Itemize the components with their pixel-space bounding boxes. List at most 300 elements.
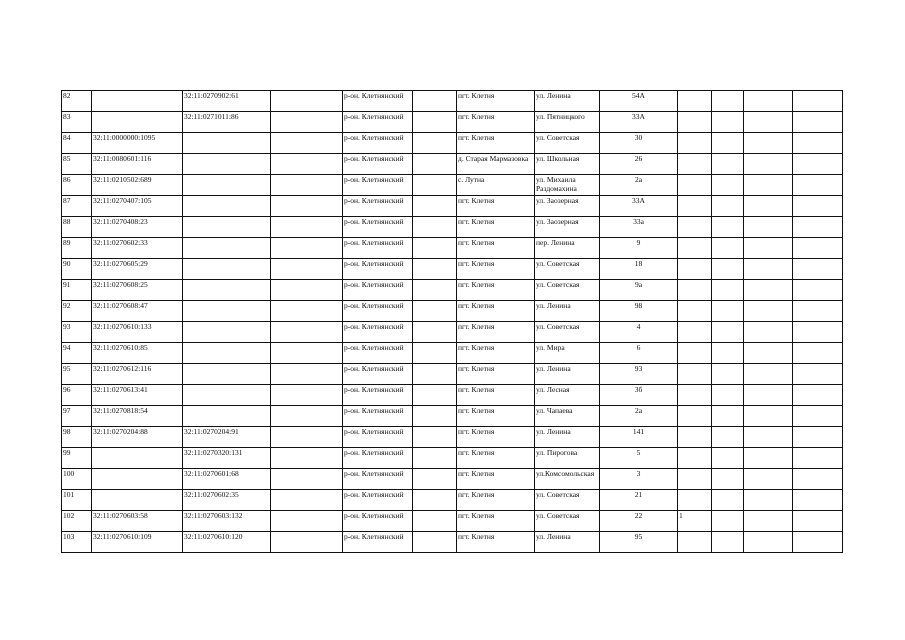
- cadastral-number-cell: [92, 469, 183, 490]
- empty-cell: [793, 301, 843, 322]
- table-row: [62, 91, 843, 112]
- empty-cell: [712, 259, 744, 280]
- cadastral-number-cell: [92, 490, 183, 511]
- row-number-cell: 84: [62, 133, 92, 154]
- row-number-cell: 87: [62, 196, 92, 217]
- table-row: [62, 217, 843, 238]
- house-number-cell: 4: [600, 322, 678, 343]
- empty-cell: [744, 343, 793, 364]
- row-number-cell: 101: [62, 490, 92, 511]
- empty-cell: [744, 511, 793, 532]
- extra-cell: [678, 196, 712, 217]
- empty-cell: [793, 259, 843, 280]
- cadastral-number-cell: 32:11:0270603:58: [92, 511, 183, 532]
- house-number-cell: 2а: [600, 175, 678, 196]
- table-row: [62, 154, 843, 175]
- cadastral-number-2-cell: [183, 259, 271, 280]
- cadastral-number-2-cell: [183, 343, 271, 364]
- row-number-cell: 91: [62, 280, 92, 301]
- street-cell: ул. Заозерная: [535, 196, 600, 217]
- empty-cell: [793, 175, 843, 196]
- street-cell: ул. Ленина: [535, 91, 600, 112]
- settlement-cell: пгт. Клетня: [457, 238, 535, 259]
- street-cell: ул.Комсомольская: [535, 469, 600, 490]
- cadastral-number-2-cell: [183, 406, 271, 427]
- street-cell: ул. Чапаева: [535, 406, 600, 427]
- table-row: [62, 532, 843, 553]
- table-row: [62, 238, 843, 259]
- extra-cell: [678, 301, 712, 322]
- cadastral-number-2-cell: [183, 154, 271, 175]
- district-cell: р-он. Клетнянский: [343, 259, 413, 280]
- empty-cell: [744, 238, 793, 259]
- empty-cell: [271, 343, 343, 364]
- street-cell: ул. Ленина: [535, 301, 600, 322]
- empty-cell: [712, 154, 744, 175]
- house-number-cell: 141: [600, 427, 678, 448]
- empty-cell: [793, 217, 843, 238]
- street-cell: ул. Школьная: [535, 154, 600, 175]
- empty-cell: [744, 322, 793, 343]
- settlement-cell: пгт. Клетня: [457, 448, 535, 469]
- empty-cell: [793, 280, 843, 301]
- extra-cell: [678, 364, 712, 385]
- house-number-cell: 98: [600, 301, 678, 322]
- district-cell: р-он. Клетнянский: [343, 196, 413, 217]
- settlement-cell: пгт. Клетня: [457, 343, 535, 364]
- house-number-cell: 9а: [600, 280, 678, 301]
- settlement-cell: пгт. Клетня: [457, 469, 535, 490]
- extra-cell: 1: [678, 511, 712, 532]
- table-row: [62, 448, 843, 469]
- cadastral-number-cell: 32:11:0270610:85: [92, 343, 183, 364]
- house-number-cell: 18: [600, 259, 678, 280]
- house-number-cell: 9: [600, 238, 678, 259]
- empty-cell: [712, 196, 744, 217]
- table-row: [62, 343, 843, 364]
- extra-cell: [678, 238, 712, 259]
- cadastral-number-2-cell: [183, 322, 271, 343]
- empty-cell: [271, 91, 343, 112]
- table-row: [62, 385, 843, 406]
- settlement-cell: пгт. Клетня: [457, 406, 535, 427]
- district-cell: р-он. Клетнянский: [343, 301, 413, 322]
- settlement-cell: пгт. Клетня: [457, 91, 535, 112]
- row-number-cell: 96: [62, 385, 92, 406]
- empty-cell: [271, 133, 343, 154]
- settlement-cell: пгт. Клетня: [457, 322, 535, 343]
- row-number-cell: 98: [62, 427, 92, 448]
- cadastral-number-2-cell: [183, 301, 271, 322]
- extra-cell: [678, 112, 712, 133]
- empty-cell: [712, 385, 744, 406]
- empty-cell: [413, 490, 457, 511]
- row-number-cell: 103: [62, 532, 92, 553]
- district-cell: р-он. Клетнянский: [343, 364, 413, 385]
- empty-cell: [413, 91, 457, 112]
- house-number-cell: 33А: [600, 196, 678, 217]
- empty-cell: [744, 112, 793, 133]
- empty-cell: [712, 406, 744, 427]
- empty-cell: [744, 301, 793, 322]
- cadastral-number-2-cell: 32:11:0270603:132: [183, 511, 271, 532]
- empty-cell: [793, 322, 843, 343]
- street-cell: ул. Советская: [535, 259, 600, 280]
- district-cell: р-он. Клетнянский: [343, 427, 413, 448]
- table-row: [62, 427, 843, 448]
- street-cell: ул. Пирогова: [535, 448, 600, 469]
- empty-cell: [413, 238, 457, 259]
- empty-cell: [413, 112, 457, 133]
- empty-cell: [793, 427, 843, 448]
- street-cell: ул. Советская: [535, 490, 600, 511]
- cadastral-number-cell: 32:11:0270612:116: [92, 364, 183, 385]
- empty-cell: [413, 175, 457, 196]
- empty-cell: [793, 490, 843, 511]
- table-row: [62, 175, 843, 196]
- empty-cell: [413, 511, 457, 532]
- district-cell: р-он. Клетнянский: [343, 175, 413, 196]
- row-number-cell: 100: [62, 469, 92, 490]
- empty-cell: [271, 217, 343, 238]
- empty-cell: [744, 385, 793, 406]
- row-number-cell: 95: [62, 364, 92, 385]
- empty-cell: [712, 112, 744, 133]
- house-number-cell: 95: [600, 532, 678, 553]
- district-cell: р-он. Клетнянский: [343, 322, 413, 343]
- district-cell: р-он. Клетнянский: [343, 343, 413, 364]
- cadastral-number-cell: 32:11:0270204:88: [92, 427, 183, 448]
- extra-cell: [678, 217, 712, 238]
- cadastral-number-cell: 32:11:0270613:41: [92, 385, 183, 406]
- empty-cell: [413, 448, 457, 469]
- street-cell: ул. Ленина: [535, 364, 600, 385]
- table-row: [62, 490, 843, 511]
- table-row: [62, 322, 843, 343]
- settlement-cell: пгт. Клетня: [457, 532, 535, 553]
- street-cell: пер. Ленина: [535, 238, 600, 259]
- empty-cell: [712, 238, 744, 259]
- empty-cell: [712, 511, 744, 532]
- street-cell: ул. Ленина: [535, 427, 600, 448]
- cadastral-number-2-cell: [183, 238, 271, 259]
- extra-cell: [678, 448, 712, 469]
- empty-cell: [413, 469, 457, 490]
- table-row: [62, 259, 843, 280]
- empty-cell: [413, 217, 457, 238]
- cadastral-number-cell: 32:11:0270610:133: [92, 322, 183, 343]
- empty-cell: [712, 217, 744, 238]
- cadastral-number-2-cell: [183, 196, 271, 217]
- cadastral-number-2-cell: [183, 364, 271, 385]
- empty-cell: [413, 385, 457, 406]
- settlement-cell: пгт. Клетня: [457, 385, 535, 406]
- settlement-cell: пгт. Клетня: [457, 490, 535, 511]
- extra-cell: [678, 259, 712, 280]
- district-cell: р-он. Клетнянский: [343, 238, 413, 259]
- empty-cell: [712, 448, 744, 469]
- empty-cell: [712, 343, 744, 364]
- house-number-cell: 26: [600, 154, 678, 175]
- empty-cell: [712, 469, 744, 490]
- empty-cell: [793, 238, 843, 259]
- settlement-cell: пгт. Клетня: [457, 280, 535, 301]
- street-cell: ул. Заозерная: [535, 217, 600, 238]
- empty-cell: [793, 196, 843, 217]
- empty-cell: [744, 133, 793, 154]
- empty-cell: [271, 175, 343, 196]
- empty-cell: [744, 448, 793, 469]
- empty-cell: [712, 280, 744, 301]
- empty-cell: [793, 469, 843, 490]
- district-cell: р-он. Клетнянский: [343, 490, 413, 511]
- empty-cell: [413, 196, 457, 217]
- row-number-cell: 89: [62, 238, 92, 259]
- house-number-cell: 3: [600, 469, 678, 490]
- empty-cell: [413, 532, 457, 553]
- settlement-cell: пгт. Клетня: [457, 511, 535, 532]
- house-number-cell: 33а: [600, 217, 678, 238]
- empty-cell: [712, 175, 744, 196]
- extra-cell: [678, 154, 712, 175]
- settlement-cell: пгт. Клетня: [457, 364, 535, 385]
- empty-cell: [413, 406, 457, 427]
- empty-cell: [413, 259, 457, 280]
- table-row: [62, 364, 843, 385]
- row-number-cell: 102: [62, 511, 92, 532]
- empty-cell: [413, 133, 457, 154]
- row-number-cell: 92: [62, 301, 92, 322]
- empty-cell: [271, 385, 343, 406]
- empty-cell: [271, 259, 343, 280]
- cadastral-number-2-cell: [183, 175, 271, 196]
- table-row: [62, 406, 843, 427]
- table-body: [62, 91, 843, 553]
- extra-cell: [678, 322, 712, 343]
- settlement-cell: пгт. Клетня: [457, 427, 535, 448]
- cadastral-number-cell: 32:11:0210502:689: [92, 175, 183, 196]
- street-cell: ул. Михаила Раздомахина: [535, 175, 600, 196]
- empty-cell: [271, 238, 343, 259]
- cadastral-number-2-cell: [183, 217, 271, 238]
- settlement-cell: д. Старая Мармазовка: [457, 154, 535, 175]
- extra-cell: [678, 532, 712, 553]
- row-number-cell: 90: [62, 259, 92, 280]
- row-number-cell: 99: [62, 448, 92, 469]
- street-cell: ул. Лесная: [535, 385, 600, 406]
- empty-cell: [271, 490, 343, 511]
- empty-cell: [413, 301, 457, 322]
- district-cell: р-он. Клетнянский: [343, 532, 413, 553]
- settlement-cell: с. Лутна: [457, 175, 535, 196]
- cadastral-number-cell: 32:11:0270608:47: [92, 301, 183, 322]
- table-row: [62, 301, 843, 322]
- empty-cell: [793, 406, 843, 427]
- empty-cell: [271, 322, 343, 343]
- empty-cell: [271, 406, 343, 427]
- table-row: [62, 133, 843, 154]
- district-cell: р-он. Клетнянский: [343, 511, 413, 532]
- cadastral-number-2-cell: [183, 280, 271, 301]
- settlement-cell: пгт. Клетня: [457, 259, 535, 280]
- table-row: [62, 196, 843, 217]
- empty-cell: [712, 301, 744, 322]
- empty-cell: [744, 427, 793, 448]
- cadastral-number-cell: 32:11:0080601:116: [92, 154, 183, 175]
- house-number-cell: 54А: [600, 91, 678, 112]
- empty-cell: [271, 469, 343, 490]
- cadastral-number-2-cell: 32:11:0270602:35: [183, 490, 271, 511]
- row-number-cell: 88: [62, 217, 92, 238]
- settlement-cell: пгт. Клетня: [457, 217, 535, 238]
- empty-cell: [271, 364, 343, 385]
- extra-cell: [678, 385, 712, 406]
- table-row: [62, 112, 843, 133]
- empty-cell: [271, 511, 343, 532]
- empty-cell: [712, 490, 744, 511]
- empty-cell: [793, 385, 843, 406]
- empty-cell: [413, 427, 457, 448]
- empty-cell: [793, 448, 843, 469]
- empty-cell: [744, 490, 793, 511]
- extra-cell: [678, 91, 712, 112]
- cadastral-number-cell: 32:11:0270602:33: [92, 238, 183, 259]
- street-cell: ул. Пятницкого: [535, 112, 600, 133]
- table-row: [62, 280, 843, 301]
- street-cell: ул. Советская: [535, 280, 600, 301]
- empty-cell: [712, 322, 744, 343]
- empty-cell: [744, 280, 793, 301]
- cadastral-number-cell: 32:11:0270605:29: [92, 259, 183, 280]
- empty-cell: [744, 469, 793, 490]
- empty-cell: [413, 154, 457, 175]
- extra-cell: [678, 175, 712, 196]
- empty-cell: [793, 154, 843, 175]
- district-cell: р-он. Клетнянский: [343, 91, 413, 112]
- district-cell: р-он. Клетнянский: [343, 469, 413, 490]
- row-number-cell: 93: [62, 322, 92, 343]
- empty-cell: [744, 91, 793, 112]
- empty-cell: [744, 175, 793, 196]
- empty-cell: [271, 427, 343, 448]
- house-number-cell: 30: [600, 133, 678, 154]
- house-number-cell: 93: [600, 364, 678, 385]
- cadastral-number-2-cell: 32:11:0271011:86: [183, 112, 271, 133]
- empty-cell: [712, 532, 744, 553]
- house-number-cell: 3б: [600, 385, 678, 406]
- empty-cell: [271, 154, 343, 175]
- cadastral-number-cell: 32:11:0270818:54: [92, 406, 183, 427]
- row-number-cell: 94: [62, 343, 92, 364]
- row-number-cell: 83: [62, 112, 92, 133]
- street-cell: ул. Ленина: [535, 532, 600, 553]
- cadastral-number-2-cell: [183, 385, 271, 406]
- settlement-cell: пгт. Клетня: [457, 196, 535, 217]
- house-number-cell: 21: [600, 490, 678, 511]
- cadastral-number-cell: [92, 448, 183, 469]
- empty-cell: [744, 532, 793, 553]
- empty-cell: [712, 364, 744, 385]
- empty-cell: [712, 91, 744, 112]
- row-number-cell: 86: [62, 175, 92, 196]
- empty-cell: [413, 322, 457, 343]
- extra-cell: [678, 343, 712, 364]
- house-number-cell: 33А: [600, 112, 678, 133]
- empty-cell: [744, 364, 793, 385]
- settlement-cell: пгт. Клетня: [457, 301, 535, 322]
- empty-cell: [793, 112, 843, 133]
- district-cell: р-он. Клетнянский: [343, 280, 413, 301]
- empty-cell: [413, 364, 457, 385]
- street-cell: ул. Советская: [535, 511, 600, 532]
- house-number-cell: 2а: [600, 406, 678, 427]
- empty-cell: [712, 133, 744, 154]
- empty-cell: [793, 343, 843, 364]
- cadastral-number-2-cell: 32:11:0270610:120: [183, 532, 271, 553]
- cadastral-number-2-cell: 32:11:0270204:91: [183, 427, 271, 448]
- empty-cell: [271, 196, 343, 217]
- empty-cell: [712, 427, 744, 448]
- empty-cell: [413, 343, 457, 364]
- empty-cell: [271, 280, 343, 301]
- address-register-table: [61, 90, 843, 553]
- empty-cell: [271, 448, 343, 469]
- row-number-cell: 82: [62, 91, 92, 112]
- cadastral-number-cell: [92, 91, 183, 112]
- empty-cell: [793, 532, 843, 553]
- district-cell: р-он. Клетнянский: [343, 385, 413, 406]
- extra-cell: [678, 280, 712, 301]
- extra-cell: [678, 427, 712, 448]
- house-number-cell: 22: [600, 511, 678, 532]
- empty-cell: [271, 112, 343, 133]
- empty-cell: [793, 133, 843, 154]
- cadastral-number-cell: [92, 112, 183, 133]
- empty-cell: [413, 280, 457, 301]
- district-cell: р-он. Клетнянский: [343, 112, 413, 133]
- district-cell: р-он. Клетнянский: [343, 133, 413, 154]
- cadastral-number-cell: 32:11:0270408:23: [92, 217, 183, 238]
- empty-cell: [744, 259, 793, 280]
- extra-cell: [678, 406, 712, 427]
- extra-cell: [678, 490, 712, 511]
- cadastral-number-cell: 32:11:0270407:105: [92, 196, 183, 217]
- extra-cell: [678, 469, 712, 490]
- cadastral-number-2-cell: [183, 133, 271, 154]
- empty-cell: [744, 406, 793, 427]
- district-cell: р-он. Клетнянский: [343, 154, 413, 175]
- table-row: [62, 511, 843, 532]
- house-number-cell: 6: [600, 343, 678, 364]
- empty-cell: [744, 154, 793, 175]
- street-cell: ул. Советская: [535, 133, 600, 154]
- row-number-cell: 85: [62, 154, 92, 175]
- row-number-cell: 97: [62, 406, 92, 427]
- cadastral-number-cell: 32:11:0270610:109: [92, 532, 183, 553]
- street-cell: ул. Советская: [535, 322, 600, 343]
- empty-cell: [744, 217, 793, 238]
- cadastral-number-cell: 32:11:0000000:1095: [92, 133, 183, 154]
- empty-cell: [271, 301, 343, 322]
- street-cell: ул. Мира: [535, 343, 600, 364]
- empty-cell: [793, 511, 843, 532]
- empty-cell: [793, 364, 843, 385]
- cadastral-number-cell: 32:11:0270608:25: [92, 280, 183, 301]
- cadastral-number-2-cell: 32:11:0270601:68: [183, 469, 271, 490]
- settlement-cell: пгт. Клетня: [457, 133, 535, 154]
- district-cell: р-он. Клетнянский: [343, 406, 413, 427]
- district-cell: р-он. Клетнянский: [343, 448, 413, 469]
